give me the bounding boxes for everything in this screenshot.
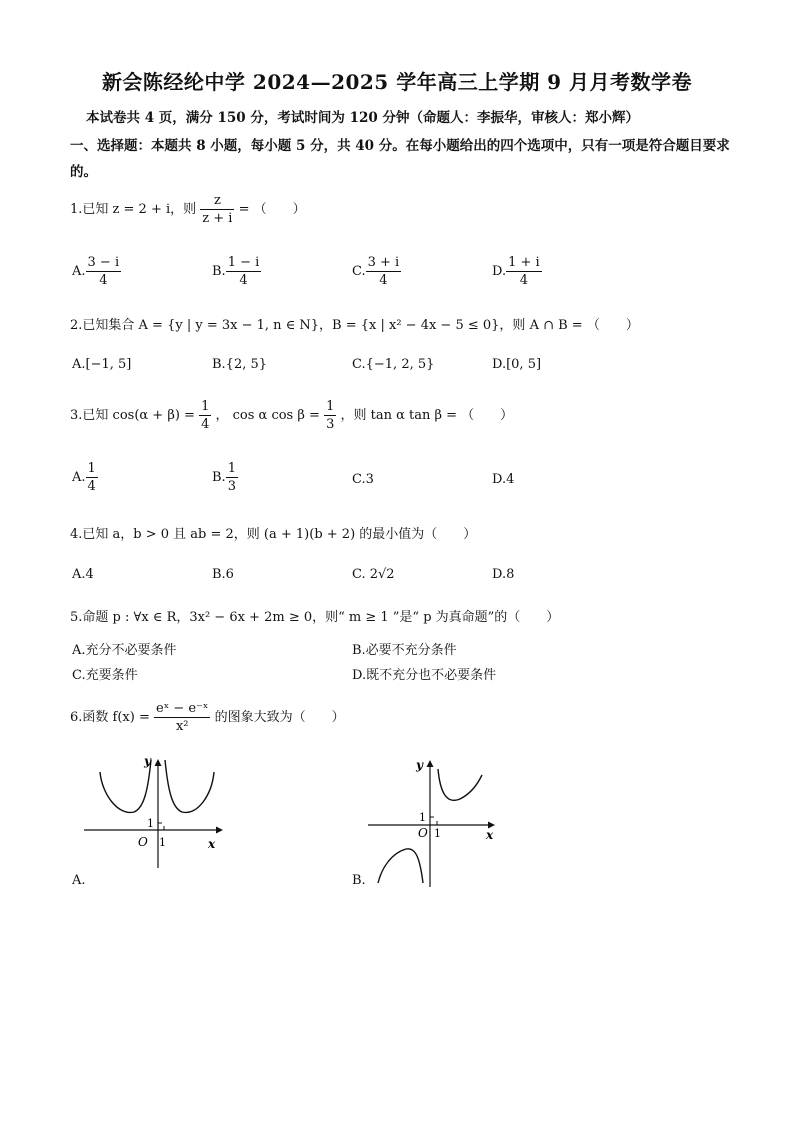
y-tick-label: 1 xyxy=(147,817,154,830)
x-axis-label: x xyxy=(486,828,494,842)
question-3-stem: 3.已知 cos(α + β) = $\frac{1}{4}$ ， cos α cos β = $\frac{1}{3}$ ，则 tan α tan β = （ ） xyxy=(70,399,514,432)
exam-info: 本试卷共 4 页，满分 150 分，考试时间为 120 分钟（命题人：李振华，审核人：郑小辉） xyxy=(86,110,639,126)
question-4-option-c: C. 2√2 xyxy=(352,567,395,582)
question-5-option-c: C.充要条件 xyxy=(72,668,138,683)
question-6-option-a: A. xyxy=(72,873,86,888)
question-2-option-c: C.{−1, 2, 5} xyxy=(352,357,435,372)
question-2-option-a: A.[−1, 5] xyxy=(72,357,132,372)
question-4-option-d: D.8 xyxy=(492,567,515,582)
question-2-option-d: D.[0, 5] xyxy=(492,357,542,372)
origin-label: O xyxy=(138,835,148,849)
question-1-option-b: B. $\frac{1 - i}{4}$ xyxy=(212,255,260,288)
question-5-stem: 5.命题 p : ∀x ∈ R，3x² − 6x + 2m ≥ 0，则“ m ≥ 1 ”是“ p 为真命题”的（ ） xyxy=(70,610,560,625)
question-2-option-b: B.{2, 5} xyxy=(212,357,268,372)
question-4-stem: 4.已知 a，b > 0 且 ab = 2，则 (a + 1)(b + 2) 的最小值为（ ） xyxy=(70,527,477,542)
question-3-option-a: A. $\frac{1}{4}$ xyxy=(72,461,96,494)
question-1-stem: 1.已知 z = 2 + i，则 $\frac{z}{z + i}$ = （ ） xyxy=(70,193,306,226)
y-axis-arrow xyxy=(427,760,434,767)
x-tick-label: 1 xyxy=(159,836,166,849)
curve-right xyxy=(438,769,482,800)
question-6-option-b: B. xyxy=(352,873,366,888)
section-heading: 一、选择题：本题共 8 小题，每小题 5 分，共 40 分。在每小题给出的四个选项中，只有一项是符合题目要求的。 xyxy=(70,138,730,180)
question-3-option-d: D.4 xyxy=(492,472,515,487)
x-axis-label: x xyxy=(208,837,216,851)
question-4-option-b: B.6 xyxy=(212,567,234,582)
question-6-stem: 6.函数 f(x) = $\frac{\text{eˣ − e⁻ˣ}}{\text{x²}}$ 的图象大致为（ ） xyxy=(70,701,345,734)
question-1-option-c: C. $\frac{3 + i}{4}$ xyxy=(352,255,400,288)
question-1-option-a: A. $\frac{3 - i}{4}$ xyxy=(72,255,120,288)
x-tick-label: 1 xyxy=(434,827,441,840)
x-axis-arrow xyxy=(216,827,223,834)
graph-option-a xyxy=(76,750,236,870)
y-axis-arrow xyxy=(155,759,162,766)
origin-label: O xyxy=(418,826,428,840)
question-5-option-a: A.充分不必要条件 xyxy=(72,643,177,658)
curve-left xyxy=(378,849,423,883)
exam-title: 新会陈经纶中学 2024—2025 学年高三上学期 9 月月考数学卷 xyxy=(101,70,693,94)
question-4-option-a: A.4 xyxy=(72,567,94,582)
question-1-option-d: D. $\frac{1 + i}{4}$ xyxy=(492,255,540,288)
question-5-option-b: B.必要不充分条件 xyxy=(352,643,457,658)
question-3-option-b: B. $\frac{1}{3}$ xyxy=(212,461,236,494)
graph-option-b xyxy=(362,755,522,890)
question-2-stem: 2.已知集合 A = {y | y = 3x − 1, n ∈ N}，B = {x | x² − 4x − 5 ≤ 0}，则 A ∩ B = （ ） xyxy=(70,318,639,333)
y-tick-label: 1 xyxy=(419,811,426,824)
question-3-option-c: C.3 xyxy=(352,472,374,487)
question-1-fraction: $\frac{z}{z + i}$ xyxy=(202,193,233,226)
curve-right xyxy=(165,760,214,812)
question-5-option-d: D.既不充分也不必要条件 xyxy=(352,668,497,683)
y-axis-label: y xyxy=(144,754,151,768)
y-axis-label: y xyxy=(416,758,423,772)
